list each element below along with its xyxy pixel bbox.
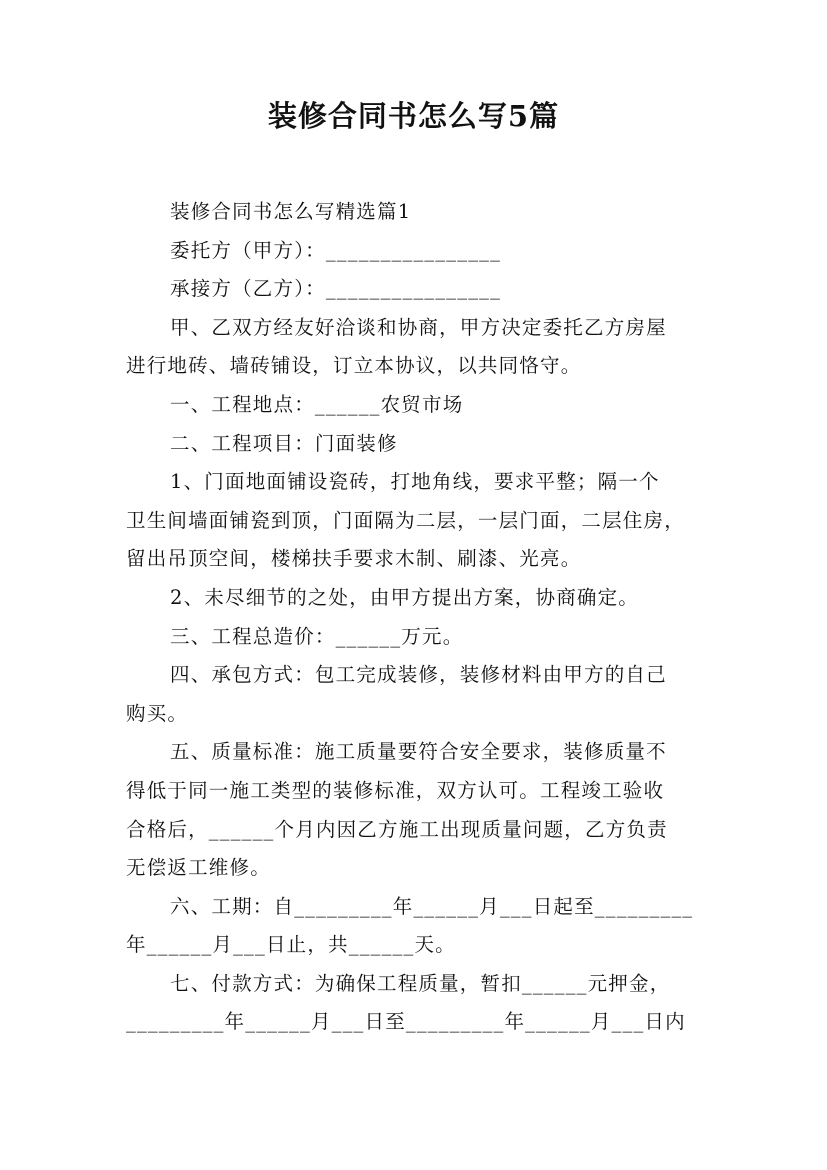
document-title: 装修合同书怎么写5篇 bbox=[267, 99, 560, 133]
text-line: 无偿返工维修。 bbox=[126, 856, 271, 880]
text-line: 卫生间墙面铺瓷到顶，门面隔为二层，一层门面，二层住房， bbox=[126, 508, 685, 532]
text-line: 甲、乙双方经友好洽谈和协商，甲方决定委托乙方房屋 bbox=[170, 315, 667, 339]
document-body bbox=[126, 193, 704, 1042]
text-line: 四、承包方式：包工完成装修，装修材料由甲方的自己 bbox=[170, 663, 667, 687]
text-line: 六、工期：自_________年______月___日起至_________ bbox=[170, 894, 694, 918]
text-line: 一、工程地点：______农贸市场 bbox=[170, 392, 464, 416]
text-line: 年______月___日止，共______天。 bbox=[126, 933, 456, 957]
text-line: 购买。 bbox=[126, 701, 189, 725]
text-line: 三、工程总造价：______万元。 bbox=[170, 624, 464, 648]
text-line: 合格后，______个月内因乙方施工出现质量问题，乙方负责 bbox=[126, 817, 668, 841]
text-line: 留出吊顶空间，楼梯扶手要求木制、刷漆、光亮。 bbox=[126, 547, 582, 571]
text-line: 七、付款方式：为确保工程质量，暂扣______元押金， bbox=[170, 971, 671, 995]
text-line: 2、未尽细节的之处，由甲方提出方案，协商确定。 bbox=[170, 585, 640, 609]
text-line: 委托方（甲方）：________________ bbox=[170, 238, 502, 262]
text-line: 1、门面地面铺设瓷砖，打地角线，要求平整；隔一个 bbox=[170, 470, 660, 494]
text-line: 进行地砖、墙砖铺设，订立本协议，以共同恪守。 bbox=[126, 354, 582, 378]
text-line: _________年______月___日至_________年______月___日内 bbox=[126, 1010, 686, 1034]
text-line: 得低于同一施工类型的装修标准，双方认可。工程竣工验收 bbox=[126, 778, 665, 802]
text-line: 五、质量标准：施工质量要符合安全要求，装修质量不 bbox=[170, 740, 667, 764]
text-line: 装修合同书怎么写精选篇1 bbox=[170, 200, 412, 223]
text-line: 承接方（乙方）：________________ bbox=[170, 277, 502, 301]
text-line: 二、工程项目：门面装修 bbox=[170, 431, 398, 455]
